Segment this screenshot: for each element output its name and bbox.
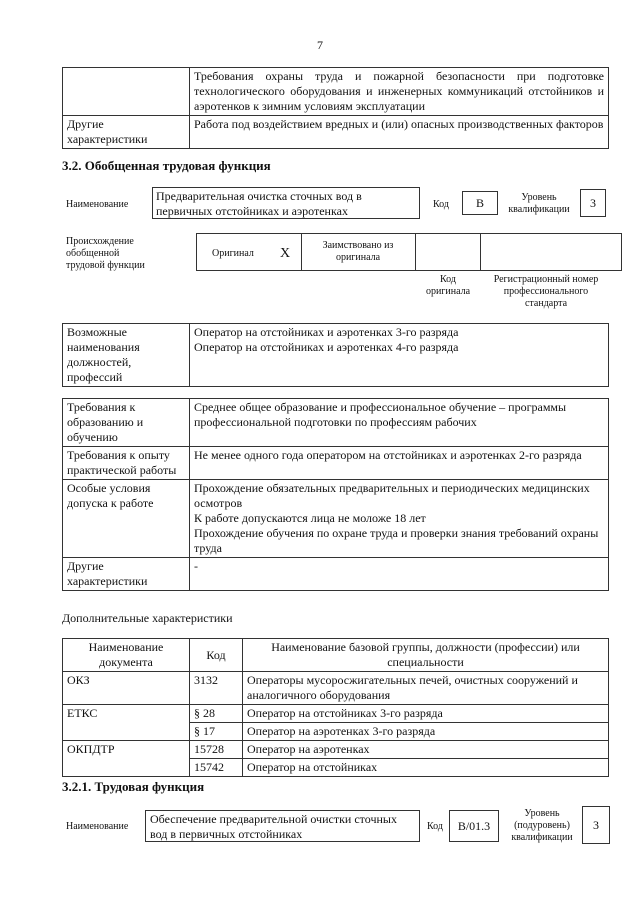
table-row — [63, 558, 609, 591]
code-cell: 15728 — [190, 741, 243, 759]
original-label: Оригинал — [212, 248, 254, 259]
code-value: B — [475, 196, 484, 210]
table-row — [63, 399, 609, 447]
table-row — [63, 672, 609, 705]
table-cell: Прохождение обязательных предварительных и периодических медицинских осмотров К работе допускаются лица не моложе 18 лет Прохождение обучения по охране труда и проверки знания требований охраны труда — [190, 480, 609, 558]
code-label: Код — [433, 199, 449, 210]
name-box — [145, 810, 420, 842]
name-cell: Оператор на отстойниках 3-го разряда — [243, 705, 609, 723]
doc-cell: ОКЗ — [63, 672, 190, 705]
level-box — [580, 189, 606, 217]
row-label: Требования к образованию и обучению — [63, 399, 190, 447]
code-label: Код — [427, 821, 443, 832]
table-cell: Работа под воздействием вредных и (или) опасных производственных факторов — [190, 116, 609, 149]
doc-cell: ОКПДТР — [63, 741, 190, 777]
code-box — [462, 191, 498, 215]
table-row — [63, 324, 609, 387]
level-value: 3 — [593, 818, 599, 832]
table-row — [63, 480, 609, 558]
code-original-label: Код оригинала — [425, 274, 471, 297]
table-row — [63, 116, 609, 149]
additional-table — [62, 638, 609, 777]
table-row — [63, 741, 609, 759]
code-cell: § 17 — [190, 723, 243, 741]
table-header-row — [63, 639, 609, 672]
table-row — [63, 705, 609, 723]
table-row — [63, 447, 609, 480]
empty-cell — [63, 68, 190, 116]
divider — [480, 233, 481, 271]
level-label: Уровень квалификации — [508, 192, 570, 215]
row-label: Другие характеристики — [63, 558, 190, 591]
divider — [415, 233, 416, 271]
code-cell: 3132 — [190, 672, 243, 705]
top-table — [62, 67, 609, 149]
origin-label: Происхождение обобщенной трудовой функции — [66, 236, 145, 271]
divider — [301, 233, 302, 271]
name-cell: Операторы мусоросжигательных печей, очистных сооружений и аналогичного оборудования — [243, 672, 609, 705]
code-cell: 15742 — [190, 759, 243, 777]
table-cell: Не менее одного года оператором на отстойниках и аэротенках 2-го разряда — [190, 447, 609, 480]
table-row — [63, 68, 609, 116]
position-item: Оператор на отстойниках и аэротенках 4-го разряда — [194, 340, 459, 354]
table-cell: Среднее общее образование и профессиональное обучение – программы профессиональной подготовки по профессиям рабочих — [190, 399, 609, 447]
positions-table — [62, 323, 609, 387]
row-label: Возможные наименования должностей, профессий — [63, 324, 190, 387]
table-cell: - — [190, 558, 609, 591]
level-value: 3 — [590, 196, 596, 210]
level-label: Уровень (подуровень) квалификации — [511, 808, 573, 843]
name-cell: Оператор на аэротенках — [243, 741, 609, 759]
name-value: Обеспечение предварительной очистки сточных вод в первичных отстойниках — [150, 812, 397, 841]
table-cell: Требования охраны труда и пожарной безопасности при подготовке технологического оборудования и инженерных коммуникаций отстойников и аэротенков к зимним условиям эксплуатации — [190, 68, 609, 116]
code-box — [449, 810, 499, 842]
row-label: Другие характеристики — [63, 116, 190, 149]
code-value: B/01.3 — [457, 819, 491, 833]
additional-heading: Дополнительные характеристики — [62, 611, 233, 625]
col-header-code: Код — [190, 639, 243, 672]
name-label: Наименование — [66, 821, 129, 832]
section-heading: 3.2. Обобщенная трудовая функция — [62, 158, 271, 173]
name-cell: Оператор на отстойниках — [243, 759, 609, 777]
name-box — [152, 187, 420, 219]
row-label: Требования к опыту практической работы — [63, 447, 190, 480]
doc-cell: ЕТКС — [63, 705, 190, 741]
level-box — [582, 806, 610, 844]
name-value: Предварительная очистка сточных вод в первичных отстойниках и аэротенках — [156, 189, 362, 218]
col-header-name: Наименование базовой группы, должности (профессии) или специальности — [243, 639, 609, 672]
name-cell: Оператор на аэротенках 3-го разряда — [243, 723, 609, 741]
original-mark: X — [280, 246, 291, 261]
reg-number-label: Регистрационный номер профессионального стандарта — [493, 274, 599, 309]
page-number: 7 — [317, 38, 323, 52]
requirements-table — [62, 398, 609, 591]
row-label: Особые условия допуска к работе — [63, 480, 190, 558]
subsection-heading: 3.2.1. Трудовая функция — [62, 779, 205, 794]
code-cell: § 28 — [190, 705, 243, 723]
table-cell — [190, 324, 609, 387]
borrowed-label: Заимствовано из оригинала — [322, 240, 394, 263]
col-header-doc: Наименование документа — [63, 639, 190, 672]
name-label: Наименование — [66, 199, 129, 210]
position-item: Оператор на отстойниках и аэротенках 3-го разряда — [194, 325, 459, 339]
